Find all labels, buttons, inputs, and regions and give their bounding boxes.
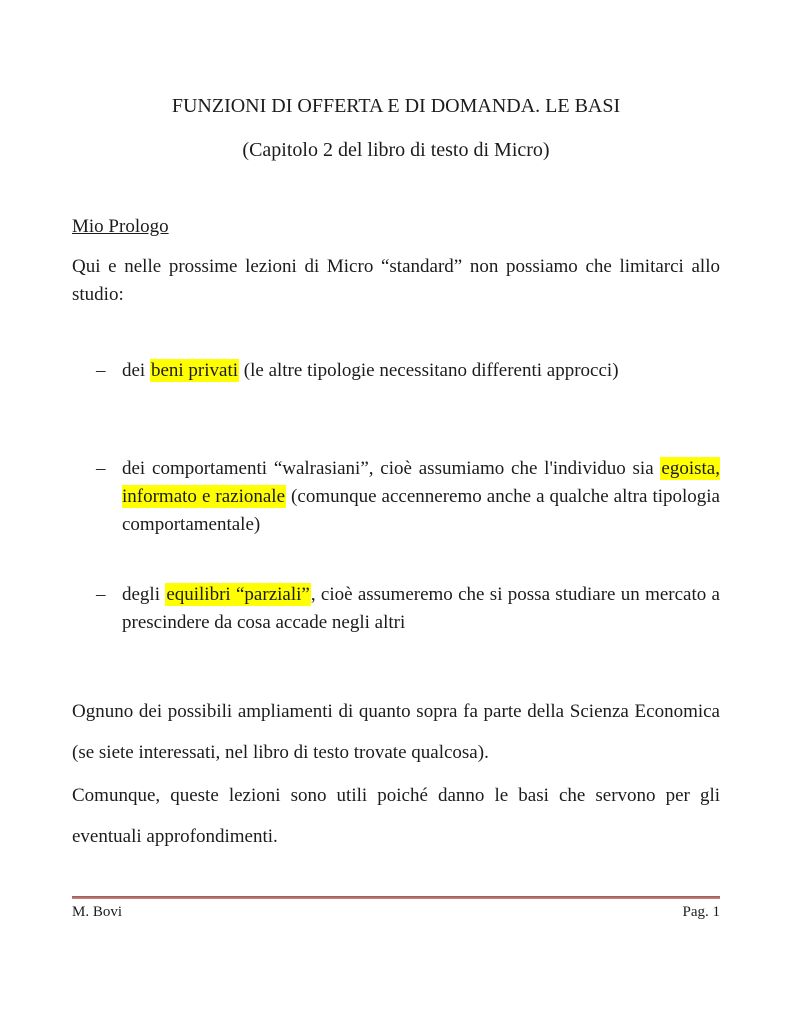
bullet-item — [72, 455, 720, 539]
footer-author: M. Bovi — [72, 904, 123, 920]
document-title: FUNZIONI DI OFFERTA E DI DOMANDA. LE BASI — [171, 95, 621, 117]
intro-paragraph: Qui e nelle prossime lezioni di Micro “standard” non possiamo che limitarci allo studio: — [72, 256, 720, 305]
bullet-text-post: , cioè assumeremo che si possa studiare un mercato a prescindere da cosa accade negli altri — [122, 584, 720, 633]
bullet-text-pre: degli — [122, 584, 166, 605]
bullet-text-post: (comunque accenneremo anche a qualche altra tipologia comportamentale) — [122, 486, 720, 535]
closing-paragraph: Comunque, queste lezioni sono utili poiché danno le basi che servono per gli eventuali approfondimenti. — [72, 785, 720, 847]
bullet-dash-marker: – — [96, 458, 106, 479]
bullet-dash-marker: – — [96, 360, 106, 381]
footer-divider-rule — [72, 896, 720, 899]
document-subtitle: (Capitolo 2 del libro di testo di Micro) — [242, 139, 550, 161]
bullet-item — [72, 581, 720, 637]
footer-page-number: Pag. 1 — [682, 904, 720, 920]
page-footer — [72, 902, 720, 922]
bullet-dash-marker: – — [96, 584, 106, 605]
bullet-text-pre: dei comportamenti “walrasiani”, cioè assumiamo che l'individuo sia — [122, 458, 661, 479]
highlighted-text: equilibri “parziali” — [166, 584, 310, 605]
highlighted-text: beni privati — [150, 360, 239, 381]
bullet-item — [72, 357, 720, 385]
highlighted-text: egoista, informato e razionale — [122, 458, 720, 507]
section-heading: Mio Prologo — [72, 216, 169, 237]
closing-paragraph: Ognuno dei possibili ampliamenti di quanto sopra fa parte della Scienza Economica (se siete interessati, nel libro di testo trovate qualcosa). — [72, 701, 720, 763]
bullet-text-post: (le altre tipologie necessitano differenti approcci) — [239, 360, 619, 381]
bullet-list — [72, 357, 720, 637]
bullet-text-pre: dei — [122, 360, 150, 381]
